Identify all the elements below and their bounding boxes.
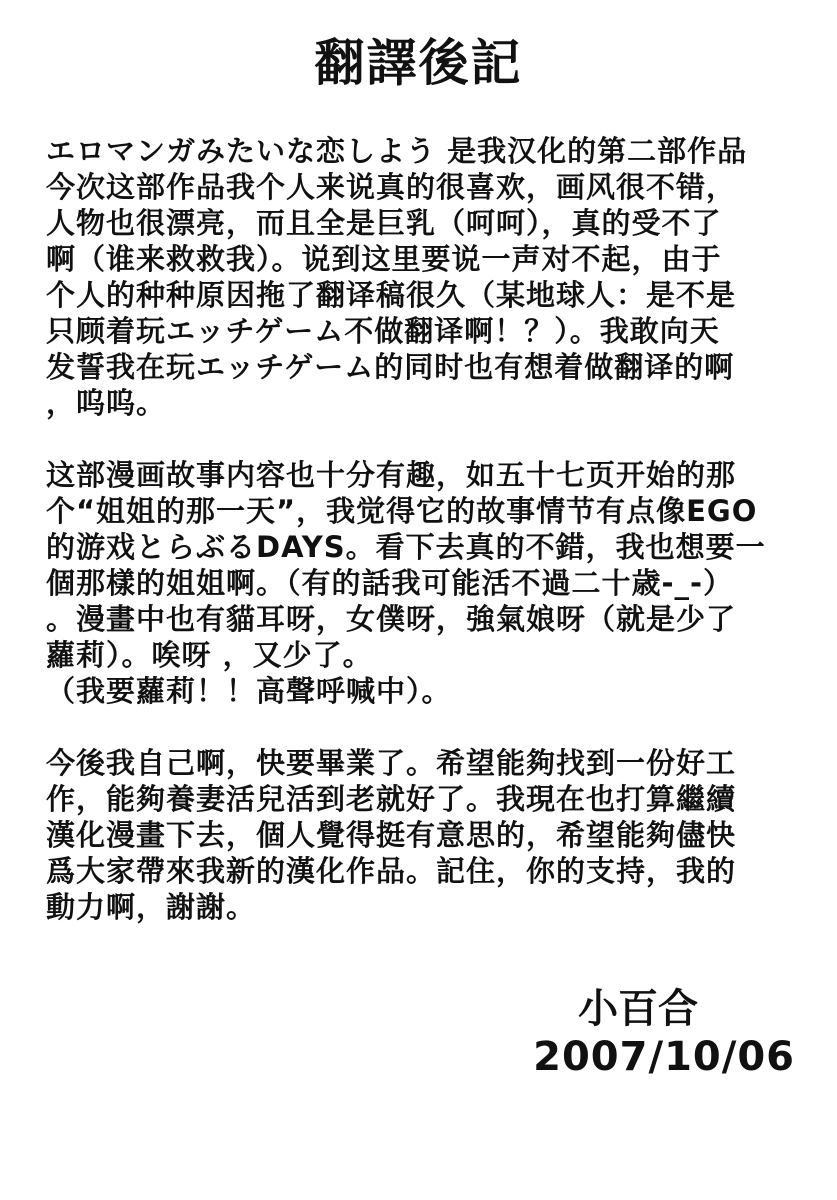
text-line: 这部漫画故事内容也十分有趣，如五十七页开始的那 (46, 458, 737, 492)
text-line: 蘿莉）。唉呀 ，又少了。 (46, 638, 373, 672)
paragraph-1 (46, 133, 806, 421)
text-line: 爲大家帶來我新的漢化作品。記住，你的支持，我的 (46, 854, 737, 888)
text-line: エロマンガみたいな恋しよう 是我汉化的第二部作品 (46, 134, 748, 168)
afterword-body (46, 133, 806, 961)
text-line: 動力啊，謝謝。 (46, 890, 257, 924)
text-line: 的游戏とらぶるDAYS。看下去真的不錯，我也想要一 (46, 530, 766, 564)
signature-name: 小百合 (578, 986, 699, 1032)
text-line: 人物也很漂亮，而且全是巨乳（呵呵），真的受不了 (46, 206, 722, 240)
text-line: 发誓我在玩エッチゲーム的同时也有想着做翻译的啊 (46, 350, 735, 384)
text-line: ，呜呜。 (46, 386, 167, 420)
text-line: 個那樣的姐姐啊。（有的話我可能活不過二十歳-_-） (46, 566, 734, 600)
text-line: 今次这部作品我个人来说真的很喜欢，画风很不错， (46, 170, 737, 204)
text-line: 漢化漫畫下去，個人覺得挺有意思的，希望能夠儘快 (46, 818, 737, 852)
signature-block (533, 985, 795, 1081)
text-line: 今後我自己啊，快要畢業了。希望能夠找到一份好工 (46, 746, 737, 780)
text-line: 作，能夠養妻活兒活到老就好了。我現在也打算繼續 (46, 782, 737, 816)
paragraph-2 (46, 457, 806, 709)
text-line: 个人的种种原因拖了翻译稿很久（某地球人：是不是 (46, 278, 737, 312)
text-line: 。漫畫中也有貓耳呀，女僕呀，強氣娘呀（就是少了 (46, 602, 737, 636)
text-line: 个“姐姐的那一天”，我觉得它的故事情节有点像EGO (46, 494, 758, 528)
text-line: 只顾着玩エッチゲーム不做翻译啊！？）。我敢向天 (46, 314, 720, 348)
text-line: 啊（谁来救救我）。说到这里要说一声对不起，由于 (46, 242, 722, 276)
paragraph-3 (46, 745, 806, 925)
signature-date: 2007/10/06 (533, 1034, 795, 1080)
text-line: （我要蘿莉！！高聲呼喊中）。 (46, 674, 452, 708)
page-title: 翻譯後記 (314, 34, 523, 92)
